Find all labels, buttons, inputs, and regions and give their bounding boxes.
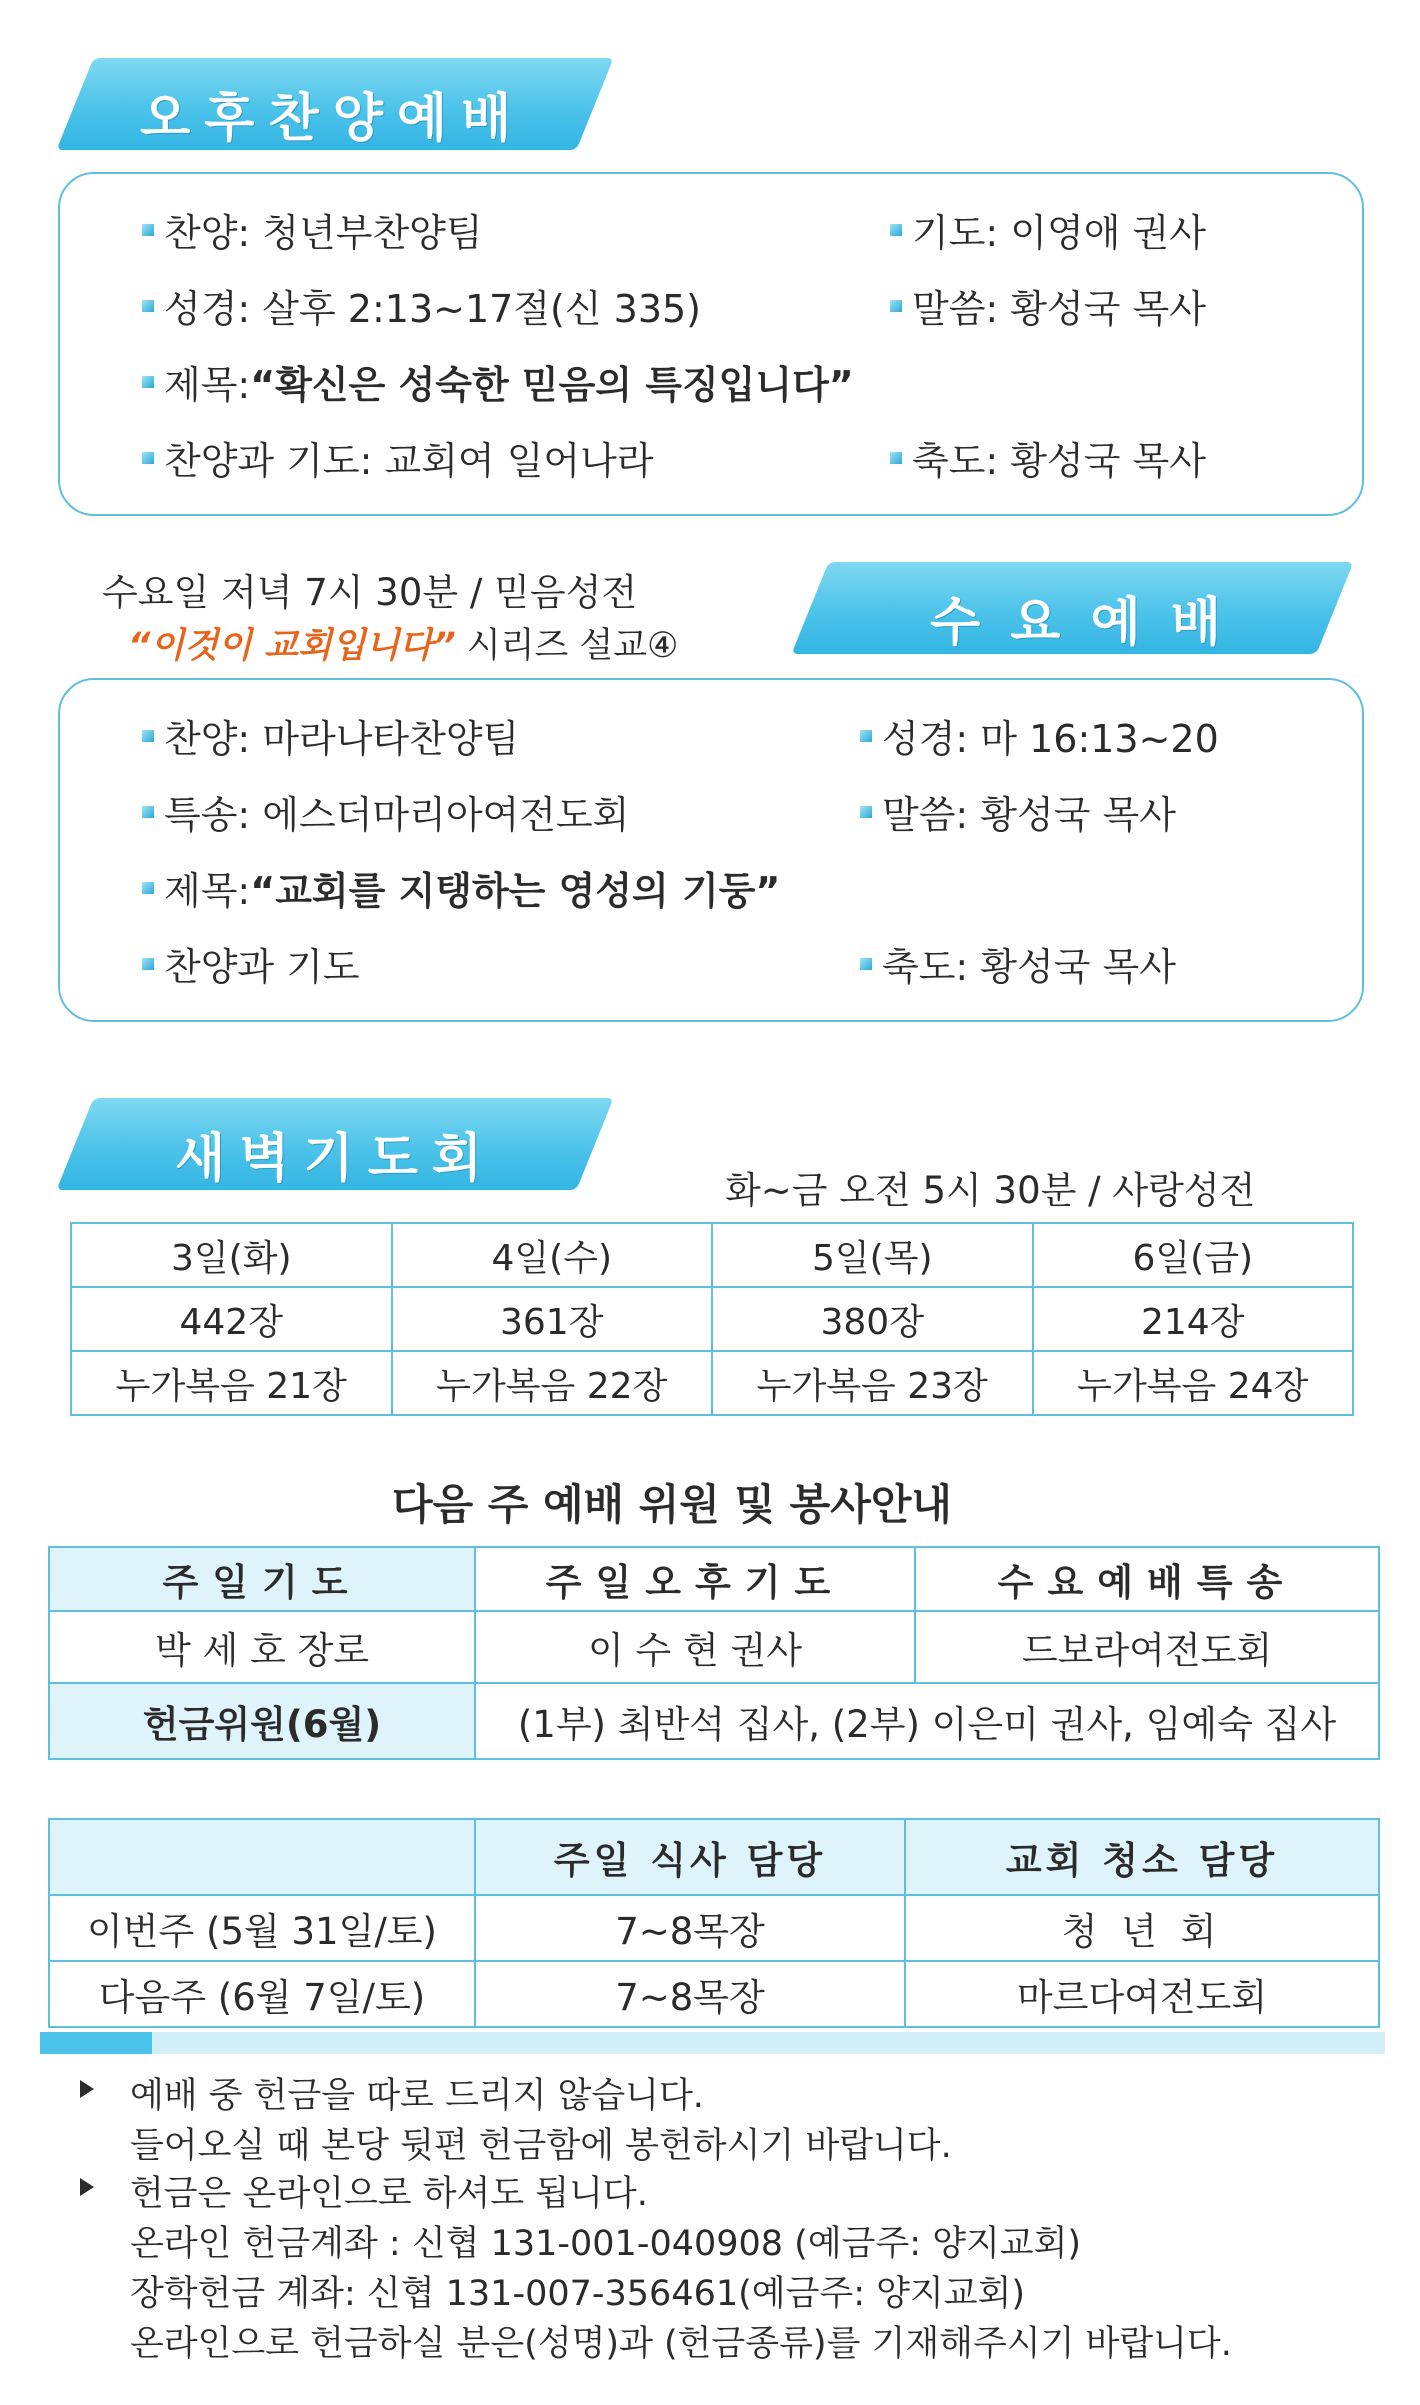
- dawn-time-place: 화~금 오전 5시 30분 / 사랑성전: [725, 1169, 1256, 1212]
- dawn-reading: 누가복음 24장: [1033, 1351, 1354, 1415]
- dawn-hymn: 380장: [712, 1287, 1033, 1351]
- note-line-4: 온라인 헌금계좌 : 신협 131-001-040908 (예금주: 양지교회): [130, 2224, 1082, 2264]
- wednesday-praise-prayer: 찬양과 기도: [142, 936, 360, 991]
- divider-bar: [40, 2032, 1385, 2054]
- dawn-reading: 누가복음 23장: [712, 1351, 1033, 1415]
- afternoon-box: [58, 172, 1364, 516]
- offering-label: 헌금위원(6월): [49, 1683, 475, 1759]
- dawn-day: 4일(수): [392, 1223, 713, 1287]
- header-wednesday-special: 수요예배특송: [915, 1547, 1379, 1611]
- duty-row: [49, 1895, 1379, 1961]
- afternoon-prayer-person: 이 수 현 권사: [475, 1611, 915, 1683]
- duty-cleaning: 청 년 회: [905, 1895, 1379, 1961]
- note-arrow-icon: [80, 2080, 94, 2098]
- wednesday-subject: 제목: “교회를 지탱하는 영성의 기둥”: [142, 860, 780, 915]
- afternoon-scripture: 성경: 살후 2:13~17절(신 335): [142, 278, 701, 333]
- committee-people-row: [49, 1611, 1379, 1683]
- series-suffix: 시리즈 설교④: [455, 626, 679, 666]
- committee-header-row: [49, 1547, 1379, 1611]
- note-line-3: 헌금은 온라인으로 하셔도 됩니다.: [130, 2174, 648, 2214]
- committee-table: [48, 1546, 1380, 1760]
- afternoon-title: 오후찬양예배: [140, 89, 526, 149]
- bullet-icon: [142, 376, 154, 388]
- dawn-hymn: 361장: [392, 1287, 713, 1351]
- duty-row: [49, 1961, 1379, 2027]
- dawn-readings-row: [71, 1351, 1353, 1415]
- wednesday-special: 특송: 에스더마리아여전도회: [142, 784, 629, 839]
- dawn-hymn: 442장: [71, 1287, 392, 1351]
- note-line-6: 온라인으로 헌금하실 분은(성명)과 (헌금종류)를 기재해주시기 바랍니다.: [130, 2324, 1232, 2364]
- duty-table: [48, 1818, 1380, 2028]
- afternoon-prayer: 기도: 이영애 권사: [890, 202, 1206, 257]
- dawn-table: [70, 1222, 1354, 1416]
- bullet-icon: [860, 806, 872, 818]
- wednesday-sermon: 말씀: 황성국 목사: [860, 784, 1176, 839]
- note-arrow-icon: [80, 2178, 94, 2196]
- wednesday-blessing: 축도: 황성국 목사: [860, 936, 1176, 991]
- bullet-icon: [890, 300, 902, 312]
- divider-bar-accent: [40, 2032, 152, 2054]
- bullet-icon: [142, 730, 154, 742]
- wednesday-scripture: 성경: 마 16:13~20: [860, 708, 1219, 763]
- note-line-1: 예배 중 헌금을 따로 드리지 않습니다.: [130, 2076, 704, 2116]
- duty-header-blank: [49, 1819, 475, 1895]
- wednesday-series: [128, 618, 678, 668]
- bullet-icon: [142, 806, 154, 818]
- dawn-reading: 누가복음 22장: [392, 1351, 713, 1415]
- afternoon-praise-prayer: 찬양과 기도: 교회여 일어나라: [142, 430, 654, 485]
- wednesday-praise: 찬양: 마라나타찬양팀: [142, 708, 519, 763]
- dawn-hymn: 214장: [1033, 1287, 1354, 1351]
- dawn-day: 5일(목): [712, 1223, 1033, 1287]
- note-line-5: 장학헌금 계좌: 신협 131-007-356461(예금주: 양지교회): [130, 2274, 1026, 2314]
- wednesday-title: 수요예배: [930, 593, 1251, 653]
- bullet-icon: [860, 958, 872, 970]
- bullet-icon: [860, 730, 872, 742]
- bullet-icon: [142, 300, 154, 312]
- afternoon-blessing: 축도: 황성국 목사: [890, 430, 1206, 485]
- duty-week: 다음주 (6월 7일/토): [49, 1961, 475, 2027]
- series-title: “이것이 교회입니다”: [128, 626, 456, 666]
- wednesday-special-group: 드보라여전도회: [915, 1611, 1379, 1683]
- dawn-reading: 누가복음 21장: [71, 1351, 392, 1415]
- bullet-icon: [142, 452, 154, 464]
- dawn-days-row: [71, 1223, 1353, 1287]
- dawn-day: 6일(금): [1033, 1223, 1354, 1287]
- bullet-icon: [890, 224, 902, 236]
- duty-header-cleaning: 교회 청소 담당: [905, 1819, 1379, 1895]
- offering-row: [49, 1683, 1379, 1759]
- duty-cleaning: 마르다여전도회: [905, 1961, 1379, 2027]
- dawn-day: 3일(화): [71, 1223, 392, 1287]
- bullet-icon: [890, 452, 902, 464]
- duty-meal: 7~8목장: [475, 1895, 905, 1961]
- dawn-hymns-row: [71, 1287, 1353, 1351]
- next-week-heading: 다음 주 예배 위원 및 봉사안내: [392, 1480, 952, 1529]
- wednesday-box: [58, 678, 1364, 1022]
- note-line-2: 들어오실 때 본당 뒷편 헌금함에 봉헌하시기 바랍니다.: [130, 2126, 952, 2166]
- bullet-icon: [142, 958, 154, 970]
- header-sunday-prayer: 주일기도: [49, 1547, 475, 1611]
- header-afternoon-prayer: 주일오후기도: [475, 1547, 915, 1611]
- sunday-prayer-person: 박 세 호 장로: [49, 1611, 475, 1683]
- duty-header-meal: 주일 식사 담당: [475, 1819, 905, 1895]
- afternoon-sermon: 말씀: 황성국 목사: [890, 278, 1206, 333]
- bullet-icon: [142, 224, 154, 236]
- duty-header-row: [49, 1819, 1379, 1895]
- bullet-icon: [142, 882, 154, 894]
- duty-week: 이번주 (5월 31일/토): [49, 1895, 475, 1961]
- dawn-title: 새벽기도회: [175, 1129, 497, 1189]
- offering-value: (1부) 최반석 집사, (2부) 이은미 권사, 임예숙 집사: [475, 1683, 1379, 1759]
- duty-meal: 7~8목장: [475, 1961, 905, 2027]
- afternoon-praise: 찬양: 청년부찬양팀: [142, 202, 483, 257]
- afternoon-subject: 제목: “확신은 성숙한 믿음의 특징입니다”: [142, 354, 854, 409]
- wednesday-time-place: 수요일 저녁 7시 30분 / 믿음성전: [102, 571, 638, 614]
